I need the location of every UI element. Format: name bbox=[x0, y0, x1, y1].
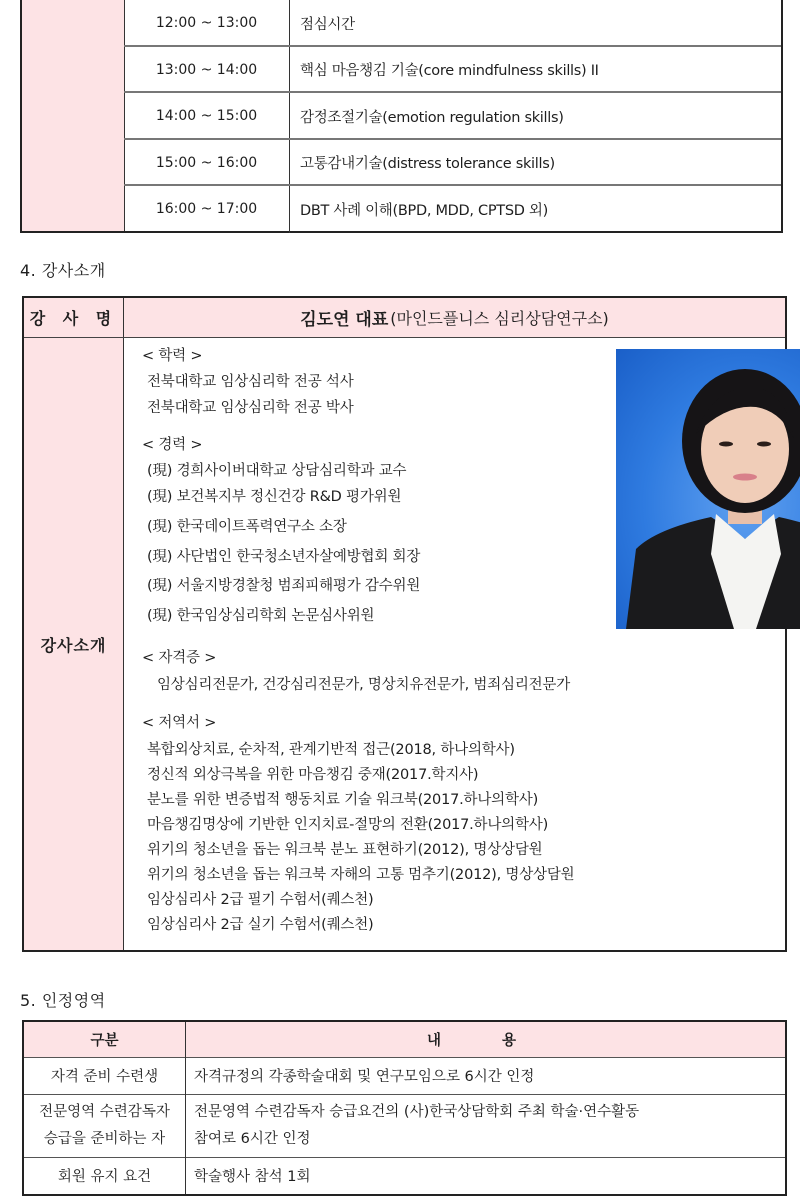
book-item: 위기의 청소년을 돕는 워크북 분노 표현하기(2012), 명상상담원 bbox=[147, 842, 543, 858]
education-item: 전북대학교 임상심리학 전공 석사 bbox=[147, 374, 354, 390]
recognition-row bbox=[24, 1094, 785, 1158]
recognition-table bbox=[22, 1020, 787, 1196]
schedule-row bbox=[124, 184, 781, 233]
schedule-topic: 점심시간 bbox=[300, 16, 355, 33]
row-content: 전문영역 수련감독자 승급요건의 (사)한국상담학회 주최 학술·연수활동 bbox=[194, 1103, 640, 1120]
recognition-row bbox=[24, 1057, 785, 1095]
section-title-instructor: 4. 강사소개 bbox=[20, 261, 106, 280]
instructor-photo bbox=[616, 349, 800, 629]
instructor-intro-content bbox=[124, 338, 785, 950]
book-item: 복합외상치료, 순차적, 관계기반적 접근(2018, 하나의학사) bbox=[147, 742, 515, 758]
schedule-topic: 감정조절기술(emotion regulation skills) bbox=[300, 109, 564, 126]
schedule-time: 13:00 ~ 14:00 bbox=[124, 47, 290, 94]
book-item: 정신적 외상극복을 위한 마음챙김 중재(2017.학지사) bbox=[147, 767, 479, 783]
row-category: 자격 준비 수련생 bbox=[50, 1069, 159, 1085]
instructor-name-bold: 김도연 대표 bbox=[300, 310, 389, 330]
portrait-illustration-icon bbox=[616, 349, 800, 629]
instructor-name-label: 강 사 명 bbox=[24, 298, 124, 337]
schedule-time: 15:00 ~ 16:00 bbox=[124, 140, 290, 187]
instructor-name bbox=[124, 298, 785, 337]
book-item: 임상심리사 2급 필기 수험서(퀘스천) bbox=[147, 892, 374, 908]
row-content: 참여로 6시간 인정 bbox=[194, 1130, 311, 1147]
career-item: (現) 사단법인 한국청소년자살예방협회 회장 bbox=[147, 549, 421, 565]
books-header: < 저역서 > bbox=[142, 715, 217, 731]
schedule-row bbox=[124, 91, 781, 140]
schedule-time: 14:00 ~ 15:00 bbox=[124, 93, 290, 140]
license-header: < 자격증 > bbox=[142, 650, 217, 666]
schedule-day-cell bbox=[22, 0, 125, 231]
book-item: 임상심리사 2급 실기 수험서(퀘스천) bbox=[147, 917, 374, 933]
schedule-row bbox=[124, 45, 781, 94]
row-category: 회원 유지 요건 bbox=[57, 1169, 152, 1185]
schedule-row bbox=[124, 138, 781, 187]
career-header: < 경력 > bbox=[142, 437, 203, 453]
recognition-row bbox=[24, 1157, 785, 1194]
license-list: 임상심리전문가, 건강심리전문가, 명상치유전문가, 범죄심리전문가 bbox=[157, 677, 571, 693]
schedule-topic: 핵심 마음챙김 기술(core mindfulness skills) II bbox=[300, 63, 599, 80]
book-item: 위기의 청소년을 돕는 워크북 자해의 고통 멈추기(2012), 명상상담원 bbox=[147, 867, 575, 883]
header-category: 구분 bbox=[24, 1022, 186, 1057]
instructor-intro-label: 강사소개 bbox=[24, 338, 124, 950]
section-title-recognition: 5. 인정영역 bbox=[20, 991, 106, 1010]
book-item: 마음챙김명상에 기반한 인지치료-절망의 전환(2017.하나의학사) bbox=[147, 817, 549, 833]
row-content: 자격규정의 각종학술대회 및 연구모임으로 6시간 인정 bbox=[194, 1069, 535, 1085]
career-item: (現) 보건복지부 정신건강 R&D 평가위원 bbox=[147, 489, 402, 505]
schedule-topic: DBT 사례 이해(BPD, MDD, CPTSD 외) bbox=[300, 202, 548, 219]
career-item: (現) 서울지방경찰청 범죄피해평가 감수위원 bbox=[147, 578, 421, 594]
career-item: (現) 경희사이버대학교 상담심리학과 교수 bbox=[147, 463, 407, 479]
instructor-table bbox=[22, 296, 787, 952]
schedule-time: 12:00 ~ 13:00 bbox=[124, 0, 290, 47]
schedule-row bbox=[124, 0, 781, 47]
recognition-header-row bbox=[24, 1022, 785, 1058]
career-item: (現) 한국임상심리학회 논문심사위원 bbox=[147, 608, 375, 624]
header-content: 내 용 bbox=[426, 1033, 545, 1049]
instructor-header-row bbox=[24, 298, 785, 338]
book-item: 분노를 위한 변증법적 행동치료 기술 워크북(2017.하나의학사) bbox=[147, 792, 539, 808]
instructor-affiliation: (마인드플니스 심리상담연구소) bbox=[390, 309, 609, 328]
schedule-table bbox=[20, 0, 783, 233]
row-content: 학술행사 참석 1회 bbox=[194, 1169, 311, 1185]
schedule-topic: 고통감내기술(distress tolerance skills) bbox=[300, 156, 555, 173]
education-item: 전북대학교 임상심리학 전공 박사 bbox=[147, 400, 354, 416]
career-item: (現) 한국데이트폭력연구소 소장 bbox=[147, 519, 347, 535]
row-category: 전문영역 수련감독자 bbox=[39, 1103, 170, 1120]
education-header: < 학력 > bbox=[142, 348, 203, 364]
schedule-time: 16:00 ~ 17:00 bbox=[124, 186, 290, 233]
row-category: 승급을 준비하는 자 bbox=[43, 1130, 166, 1147]
